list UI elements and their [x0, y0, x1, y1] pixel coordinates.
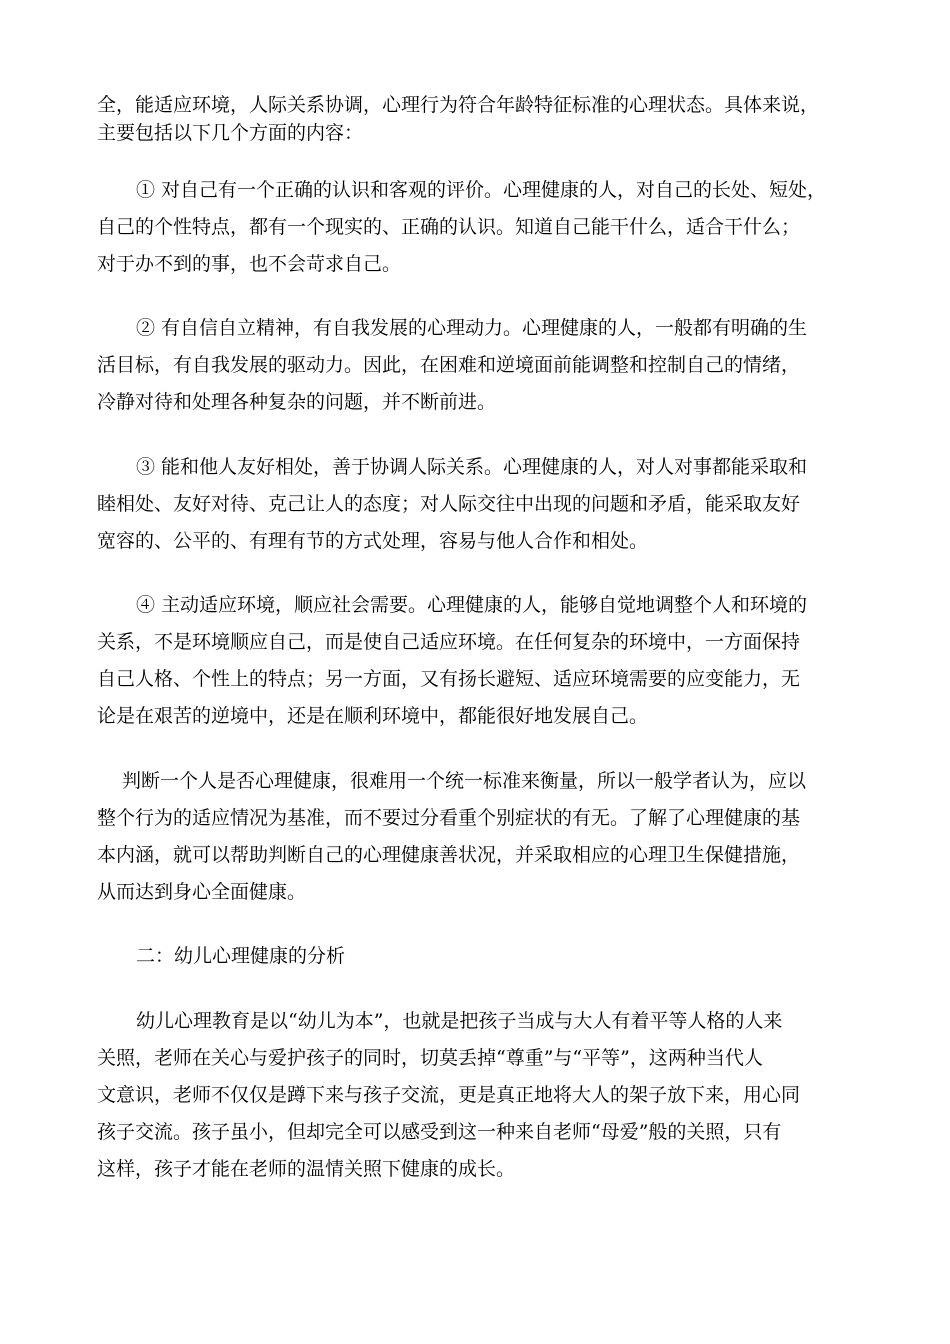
list-item-line: 关系，不是环境顺应自己，而是使自己适应环境。在任何复杂的环境中，一方面保持 [97, 631, 801, 653]
list-item-line: 论是在艰苦的逆境中，还是在顺利环境中，都能很好地发展自己。 [97, 705, 649, 727]
list-item-line: ② 有自信自立精神，有自我发展的心理动力。心理健康的人，一般都有明确的生 [136, 317, 808, 339]
list-item-line: 活目标，有自我发展的驱动力。因此，在困难和逆境面前能调整和控制自己的情绪， [97, 354, 801, 376]
list-item-line: 对于办不到的事，也不会苛求自己。 [97, 253, 402, 275]
paragraph-line: 孩子交流。孩子虽小，但却完全可以感受到这一种来自老师“母爱”般的关照，只有 [97, 1121, 782, 1143]
intro-line: 主要包括以下几个方面的内容： [97, 122, 364, 144]
paragraph-line: 幼儿心理教育是以“幼儿为本”，也就是把孩子当成与大人有着平等人格的人来 [136, 1010, 783, 1032]
paragraph-line: 判断一个人是否心理健康，很难用一个统一标准来衡量，所以一般学者认为，应以 [122, 770, 807, 792]
list-item-line: 宽容的、公平的、有理有节的方式处理，容易与他人合作和相处。 [97, 530, 649, 552]
list-item-line: ③ 能和他人友好相处，善于协调人际关系。心理健康的人，对人对事都能采取和 [136, 456, 808, 478]
paragraph-line: 这样，孩子才能在老师的温情关照下健康的成长。 [97, 1158, 516, 1180]
paragraph-line: 文意识，老师不仅仅是蹲下来与孩子交流，更是真正地将大人的架子放下来，用心同 [97, 1084, 801, 1106]
intro-line: 全，能适应环境，人际关系协调，心理行为符合年龄特征标准的心理状态。具体来说， [97, 94, 820, 116]
list-item-line: ④ 主动适应环境，顺应社会需要。心理健康的人，能够自觉地调整个人和环境的 [136, 594, 808, 616]
paragraph-line: 关照，老师在关心与爱护孩子的同时，切莫丢掉“尊重”与“平等”，这两种当代人 [97, 1047, 763, 1069]
list-item-line: 冷静对待和处理各种复杂的问题，并不断前进。 [97, 391, 497, 413]
paragraph-line: 本内涵，就可以帮助判断自己的心理健康善状况，并采取相应的心理卫生保健措施， [97, 844, 801, 866]
list-item-line: 自己人格、个性上的特点；另一方面，又有扬长避短、适应环境需要的应变能力，无 [97, 668, 801, 690]
list-item-line: 自己的个性特点，都有一个现实的、正确的认识。知道自己能干什么，适合干什么； [97, 216, 801, 238]
paragraph-line: 从而达到身心全面健康。 [97, 881, 307, 903]
paragraph-line: 整个行为的适应情况为基准，而不要过分看重个别症状的有无。了解了心理健康的基 [97, 807, 801, 829]
section-heading: 二：幼儿心理健康的分析 [136, 945, 346, 967]
list-item-line: ① 对自己有一个正确的认识和客观的评价。心理健康的人，对自己的长处、短处， [136, 179, 827, 201]
list-item-line: 睦相处、友好对待、克己让人的态度；对人际交往中出现的问题和矛盾，能采取友好 [97, 493, 801, 515]
